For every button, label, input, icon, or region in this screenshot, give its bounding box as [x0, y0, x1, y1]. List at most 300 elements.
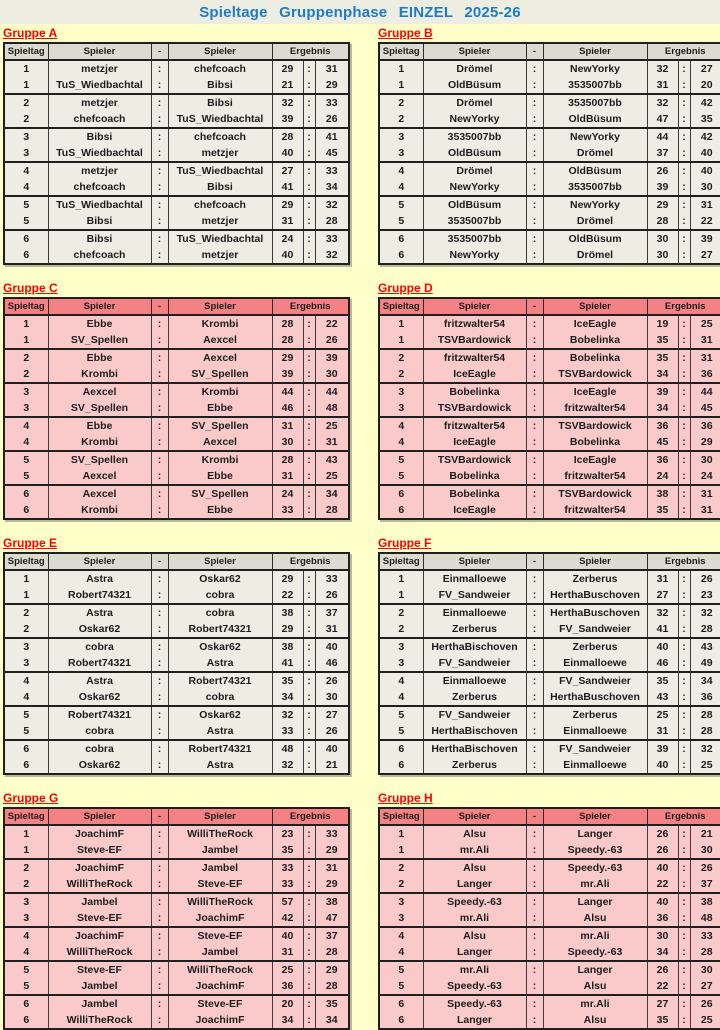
player-home-cell: Zerberus [423, 621, 526, 638]
matchday-pair [4, 893, 349, 927]
player-home-cell: Krombi [48, 502, 151, 519]
score-away-cell: 30 [690, 451, 720, 468]
score-colon-cell: : [303, 366, 315, 383]
score-home-cell: 39 [647, 740, 678, 757]
score-colon-cell: : [678, 706, 690, 723]
score-colon-cell: : [678, 876, 690, 893]
vs-colon-cell: : [151, 247, 168, 264]
player-home-cell: JoachimF [48, 859, 151, 876]
score-away-cell: 26 [315, 723, 349, 740]
vs-colon-cell: : [151, 111, 168, 128]
match-row [4, 740, 349, 757]
header-row [4, 298, 349, 315]
vs-colon-cell: : [526, 196, 543, 213]
score-colon-cell: : [303, 162, 315, 179]
matchday-cell: 5 [379, 706, 423, 723]
score-colon-cell: : [303, 145, 315, 162]
vs-colon-cell: : [526, 689, 543, 706]
score-home-cell: 27 [647, 995, 678, 1012]
group-table [3, 807, 350, 1030]
matchday-pair [379, 927, 720, 961]
matchday-cell: 1 [4, 825, 48, 842]
score-home-cell: 30 [647, 927, 678, 944]
vs-colon-cell: : [151, 740, 168, 757]
matchday-cell: 2 [4, 366, 48, 383]
score-home-cell: 34 [647, 944, 678, 961]
group-title: Gruppe D [378, 281, 433, 295]
match-row [4, 111, 349, 128]
score-home-cell: 21 [272, 77, 303, 94]
score-home-cell: 34 [272, 1012, 303, 1029]
match-row [379, 672, 720, 689]
score-colon-cell: : [303, 638, 315, 655]
matchday-cell: 3 [4, 910, 48, 927]
player-away-cell: metzjer [168, 247, 272, 264]
player-away-cell: Bobelinka [543, 349, 647, 366]
match-row [4, 587, 349, 604]
score-home-cell: 36 [272, 978, 303, 995]
col-header-spieler-home: Spieler [48, 298, 151, 315]
player-away-cell: SV_Spellen [168, 417, 272, 434]
vs-colon-cell: : [526, 825, 543, 842]
player-home-cell: Alsu [423, 927, 526, 944]
score-colon-cell: : [678, 910, 690, 927]
score-colon-cell: : [678, 587, 690, 604]
matchday-cell: 2 [4, 859, 48, 876]
player-away-cell: Alsu [543, 978, 647, 995]
score-away-cell: 48 [315, 400, 349, 417]
matchday-cell: 1 [379, 825, 423, 842]
score-colon-cell: : [678, 128, 690, 145]
vs-colon-cell: : [526, 944, 543, 961]
score-away-cell: 25 [690, 757, 720, 774]
vs-colon-cell: : [151, 196, 168, 213]
vs-colon-cell: : [151, 757, 168, 774]
matchday-pair [379, 706, 720, 740]
match-row [4, 468, 349, 485]
score-home-cell: 27 [272, 162, 303, 179]
score-home-cell: 33 [272, 876, 303, 893]
match-row [379, 927, 720, 944]
vs-colon-cell: : [151, 570, 168, 587]
player-home-cell: cobra [48, 740, 151, 757]
col-header-ergebnis: Ergebnis [647, 808, 720, 825]
col-header-separator: - [151, 298, 168, 315]
vs-colon-cell: : [151, 145, 168, 162]
matchday-pair [4, 859, 349, 893]
player-home-cell: NewYorky [423, 179, 526, 196]
player-away-cell: IceEagle [543, 451, 647, 468]
matchday-cell: 2 [379, 349, 423, 366]
matchday-pair [379, 196, 720, 230]
score-colon-cell: : [303, 332, 315, 349]
matchday-cell: 1 [379, 77, 423, 94]
score-home-cell: 35 [647, 332, 678, 349]
score-colon-cell: : [678, 502, 690, 519]
player-away-cell: Krombi [168, 315, 272, 332]
score-home-cell: 35 [647, 1012, 678, 1029]
match-row [379, 910, 720, 927]
vs-colon-cell: : [526, 502, 543, 519]
match-row [379, 128, 720, 145]
player-away-cell: OldBüsum [543, 230, 647, 247]
player-home-cell: cobra [48, 638, 151, 655]
matchday-cell: 1 [379, 315, 423, 332]
score-home-cell: 25 [647, 706, 678, 723]
score-away-cell: 30 [315, 689, 349, 706]
player-home-cell: Bibsi [48, 230, 151, 247]
score-home-cell: 38 [647, 485, 678, 502]
score-colon-cell: : [303, 706, 315, 723]
score-away-cell: 23 [690, 587, 720, 604]
matchday-pair [4, 417, 349, 451]
player-away-cell: TSVBardowick [543, 366, 647, 383]
player-away-cell: Astra [168, 655, 272, 672]
player-away-cell: Krombi [168, 451, 272, 468]
score-home-cell: 40 [272, 145, 303, 162]
match-row [379, 77, 720, 94]
player-away-cell: Drömel [543, 247, 647, 264]
player-away-cell: Jambel [168, 859, 272, 876]
player-home-cell: Drömel [423, 94, 526, 111]
matchday-cell: 3 [4, 145, 48, 162]
match-row [379, 655, 720, 672]
score-away-cell: 33 [315, 570, 349, 587]
player-home-cell: JoachimF [48, 927, 151, 944]
col-header-ergebnis: Ergebnis [647, 43, 720, 60]
score-home-cell: 41 [647, 621, 678, 638]
player-away-cell: Astra [168, 723, 272, 740]
match-row [4, 655, 349, 672]
table-header [4, 43, 349, 60]
matchday-cell: 5 [379, 213, 423, 230]
col-header-spieler-home: Spieler [48, 553, 151, 570]
group-title: Gruppe G [3, 791, 59, 805]
matchday-pair [379, 383, 720, 417]
match-row [4, 162, 349, 179]
score-colon-cell: : [678, 485, 690, 502]
score-away-cell: 28 [315, 502, 349, 519]
score-away-cell: 35 [315, 995, 349, 1012]
player-away-cell: Speedy.-63 [543, 944, 647, 961]
score-home-cell: 22 [647, 978, 678, 995]
score-colon-cell: : [678, 145, 690, 162]
score-away-cell: 31 [690, 196, 720, 213]
player-home-cell: chefcoach [48, 179, 151, 196]
player-home-cell: mr.Ali [423, 961, 526, 978]
matchday-pair [4, 604, 349, 638]
matchday-cell: 4 [4, 417, 48, 434]
score-away-cell: 42 [690, 128, 720, 145]
player-away-cell: Robert74321 [168, 672, 272, 689]
matchday-cell: 1 [4, 587, 48, 604]
match-row [4, 230, 349, 247]
match-row [4, 502, 349, 519]
matchday-cell: 1 [4, 332, 48, 349]
groups-grid [0, 24, 720, 1030]
score-home-cell: 36 [647, 910, 678, 927]
group-table [378, 42, 720, 265]
score-away-cell: 28 [690, 621, 720, 638]
matchday-pair [4, 927, 349, 961]
matchday-cell: 2 [379, 366, 423, 383]
score-away-cell: 28 [690, 944, 720, 961]
table-header [379, 298, 720, 315]
col-header-spieler-away: Spieler [168, 298, 272, 315]
player-away-cell: Aexcel [168, 349, 272, 366]
player-home-cell: Aexcel [48, 383, 151, 400]
score-home-cell: 44 [272, 383, 303, 400]
player-home-cell: SV_Spellen [48, 400, 151, 417]
matchday-cell: 4 [4, 944, 48, 961]
player-away-cell: WilliTheRock [168, 825, 272, 842]
vs-colon-cell: : [526, 60, 543, 77]
col-header-spieltag: Spieltag [379, 553, 423, 570]
vs-colon-cell: : [526, 349, 543, 366]
player-home-cell: Bibsi [48, 213, 151, 230]
group-table [3, 297, 350, 520]
vs-colon-cell: : [151, 995, 168, 1012]
matchday-pair [379, 740, 720, 774]
matchday-pair [379, 672, 720, 706]
player-away-cell: TuS_Wiedbachtal [168, 162, 272, 179]
matchday-cell: 3 [379, 145, 423, 162]
matchday-cell: 1 [4, 570, 48, 587]
score-away-cell: 29 [315, 876, 349, 893]
match-row [379, 825, 720, 842]
vs-colon-cell: : [151, 366, 168, 383]
score-away-cell: 30 [690, 961, 720, 978]
score-home-cell: 36 [647, 417, 678, 434]
match-row [4, 689, 349, 706]
score-home-cell: 34 [272, 689, 303, 706]
score-away-cell: 22 [690, 213, 720, 230]
score-away-cell: 33 [315, 94, 349, 111]
player-home-cell: Ebbe [48, 315, 151, 332]
matchday-cell: 6 [379, 247, 423, 264]
group-section-d [378, 282, 720, 520]
score-colon-cell: : [678, 451, 690, 468]
matchday-cell: 3 [4, 638, 48, 655]
col-header-spieler-home: Spieler [48, 43, 151, 60]
matchday-pair [4, 196, 349, 230]
match-row [379, 145, 720, 162]
matchday-cell: 4 [379, 434, 423, 451]
player-home-cell: TSVBardowick [423, 451, 526, 468]
score-colon-cell: : [678, 60, 690, 77]
score-away-cell: 34 [315, 179, 349, 196]
vs-colon-cell: : [151, 859, 168, 876]
player-away-cell: Ebbe [168, 468, 272, 485]
score-colon-cell: : [678, 111, 690, 128]
score-away-cell: 26 [315, 111, 349, 128]
score-colon-cell: : [303, 315, 315, 332]
table-header [379, 808, 720, 825]
player-home-cell: Zerberus [423, 757, 526, 774]
vs-colon-cell: : [151, 961, 168, 978]
score-away-cell: 31 [315, 60, 349, 77]
score-colon-cell: : [678, 825, 690, 842]
score-colon-cell: : [678, 366, 690, 383]
matchday-pair [4, 383, 349, 417]
matchday-pair [379, 230, 720, 264]
col-header-spieler-home: Spieler [423, 553, 526, 570]
score-colon-cell: : [303, 60, 315, 77]
player-home-cell: fritzwalter54 [423, 349, 526, 366]
vs-colon-cell: : [526, 978, 543, 995]
score-away-cell: 37 [315, 927, 349, 944]
score-away-cell: 31 [690, 349, 720, 366]
matchday-cell: 6 [379, 485, 423, 502]
matchday-pair [4, 315, 349, 349]
match-row [379, 332, 720, 349]
player-home-cell: Aexcel [48, 468, 151, 485]
group-table [378, 807, 720, 1030]
score-colon-cell: : [303, 400, 315, 417]
col-header-spieler-home: Spieler [423, 298, 526, 315]
matchday-pair [379, 60, 720, 94]
match-row [379, 944, 720, 961]
vs-colon-cell: : [526, 604, 543, 621]
matchday-cell: 4 [4, 434, 48, 451]
score-home-cell: 31 [272, 417, 303, 434]
header-row [4, 553, 349, 570]
player-away-cell: Oskar62 [168, 570, 272, 587]
player-away-cell: mr.Ali [543, 927, 647, 944]
player-away-cell: JoachimF [168, 1012, 272, 1029]
score-colon-cell: : [678, 757, 690, 774]
player-away-cell: HerthaBuschoven [543, 689, 647, 706]
match-row [4, 672, 349, 689]
table-header [4, 298, 349, 315]
match-row [4, 910, 349, 927]
score-colon-cell: : [678, 1012, 690, 1029]
matchday-pair [379, 825, 720, 859]
player-home-cell: WilliTheRock [48, 1012, 151, 1029]
score-colon-cell: : [303, 196, 315, 213]
player-home-cell: Speedy.-63 [423, 893, 526, 910]
vs-colon-cell: : [151, 638, 168, 655]
match-row [379, 162, 720, 179]
vs-colon-cell: : [151, 723, 168, 740]
score-away-cell: 29 [690, 434, 720, 451]
score-away-cell: 33 [690, 927, 720, 944]
match-row [379, 570, 720, 587]
player-home-cell: Jambel [48, 978, 151, 995]
col-header-spieltag: Spieltag [4, 298, 48, 315]
score-colon-cell: : [678, 179, 690, 196]
col-header-spieler-away: Spieler [543, 808, 647, 825]
player-home-cell: Krombi [48, 366, 151, 383]
player-away-cell: Zerberus [543, 638, 647, 655]
matchday-pair [4, 94, 349, 128]
vs-colon-cell: : [526, 859, 543, 876]
vs-colon-cell: : [526, 876, 543, 893]
matchday-pair [4, 638, 349, 672]
matchday-cell: 2 [379, 876, 423, 893]
score-colon-cell: : [303, 893, 315, 910]
score-away-cell: 35 [690, 111, 720, 128]
match-row [4, 961, 349, 978]
score-home-cell: 34 [647, 366, 678, 383]
title-bar [0, 0, 720, 24]
match-row [4, 349, 349, 366]
score-colon-cell: : [303, 740, 315, 757]
matchday-pair [379, 893, 720, 927]
matchday-cell: 2 [4, 94, 48, 111]
score-away-cell: 33 [315, 825, 349, 842]
matchday-cell: 5 [4, 978, 48, 995]
score-colon-cell: : [303, 757, 315, 774]
score-colon-cell: : [303, 961, 315, 978]
col-header-ergebnis: Ergebnis [272, 43, 349, 60]
score-home-cell: 28 [272, 315, 303, 332]
score-away-cell: 27 [690, 978, 720, 995]
score-home-cell: 46 [272, 400, 303, 417]
player-away-cell: Bibsi [168, 77, 272, 94]
player-away-cell: 3535007bb [543, 179, 647, 196]
vs-colon-cell: : [151, 417, 168, 434]
player-home-cell: chefcoach [48, 247, 151, 264]
score-away-cell: 36 [690, 366, 720, 383]
score-colon-cell: : [678, 383, 690, 400]
match-row [379, 978, 720, 995]
matchday-cell: 5 [4, 706, 48, 723]
player-home-cell: TSVBardowick [423, 332, 526, 349]
vs-colon-cell: : [151, 128, 168, 145]
match-row [379, 1012, 720, 1029]
match-row [379, 247, 720, 264]
matchday-cell: 5 [379, 723, 423, 740]
vs-colon-cell: : [151, 60, 168, 77]
vs-colon-cell: : [526, 332, 543, 349]
match-row [4, 213, 349, 230]
match-row [4, 825, 349, 842]
vs-colon-cell: : [151, 876, 168, 893]
player-home-cell: TuS_Wiedbachtal [48, 145, 151, 162]
score-colon-cell: : [303, 825, 315, 842]
match-row [4, 145, 349, 162]
match-row [379, 315, 720, 332]
score-colon-cell: : [303, 468, 315, 485]
score-colon-cell: : [678, 995, 690, 1012]
player-home-cell: Ebbe [48, 349, 151, 366]
matchday-cell: 4 [4, 672, 48, 689]
score-away-cell: 32 [315, 247, 349, 264]
player-away-cell: IceEagle [543, 315, 647, 332]
matchday-cell: 3 [379, 128, 423, 145]
matchday-pair [379, 995, 720, 1029]
score-home-cell: 31 [647, 77, 678, 94]
matchday-cell: 5 [379, 468, 423, 485]
score-home-cell: 40 [272, 927, 303, 944]
match-row [4, 757, 349, 774]
matchday-cell: 5 [4, 723, 48, 740]
player-away-cell: FV_Sandweier [543, 672, 647, 689]
score-home-cell: 57 [272, 893, 303, 910]
player-home-cell: Einmalloewe [423, 604, 526, 621]
score-home-cell: 32 [272, 706, 303, 723]
group-title: Gruppe H [378, 791, 433, 805]
player-away-cell: mr.Ali [543, 995, 647, 1012]
vs-colon-cell: : [526, 94, 543, 111]
player-away-cell: Krombi [168, 383, 272, 400]
player-home-cell: FV_Sandweier [423, 706, 526, 723]
score-home-cell: 31 [272, 213, 303, 230]
vs-colon-cell: : [151, 927, 168, 944]
score-away-cell: 41 [315, 128, 349, 145]
score-away-cell: 22 [315, 315, 349, 332]
